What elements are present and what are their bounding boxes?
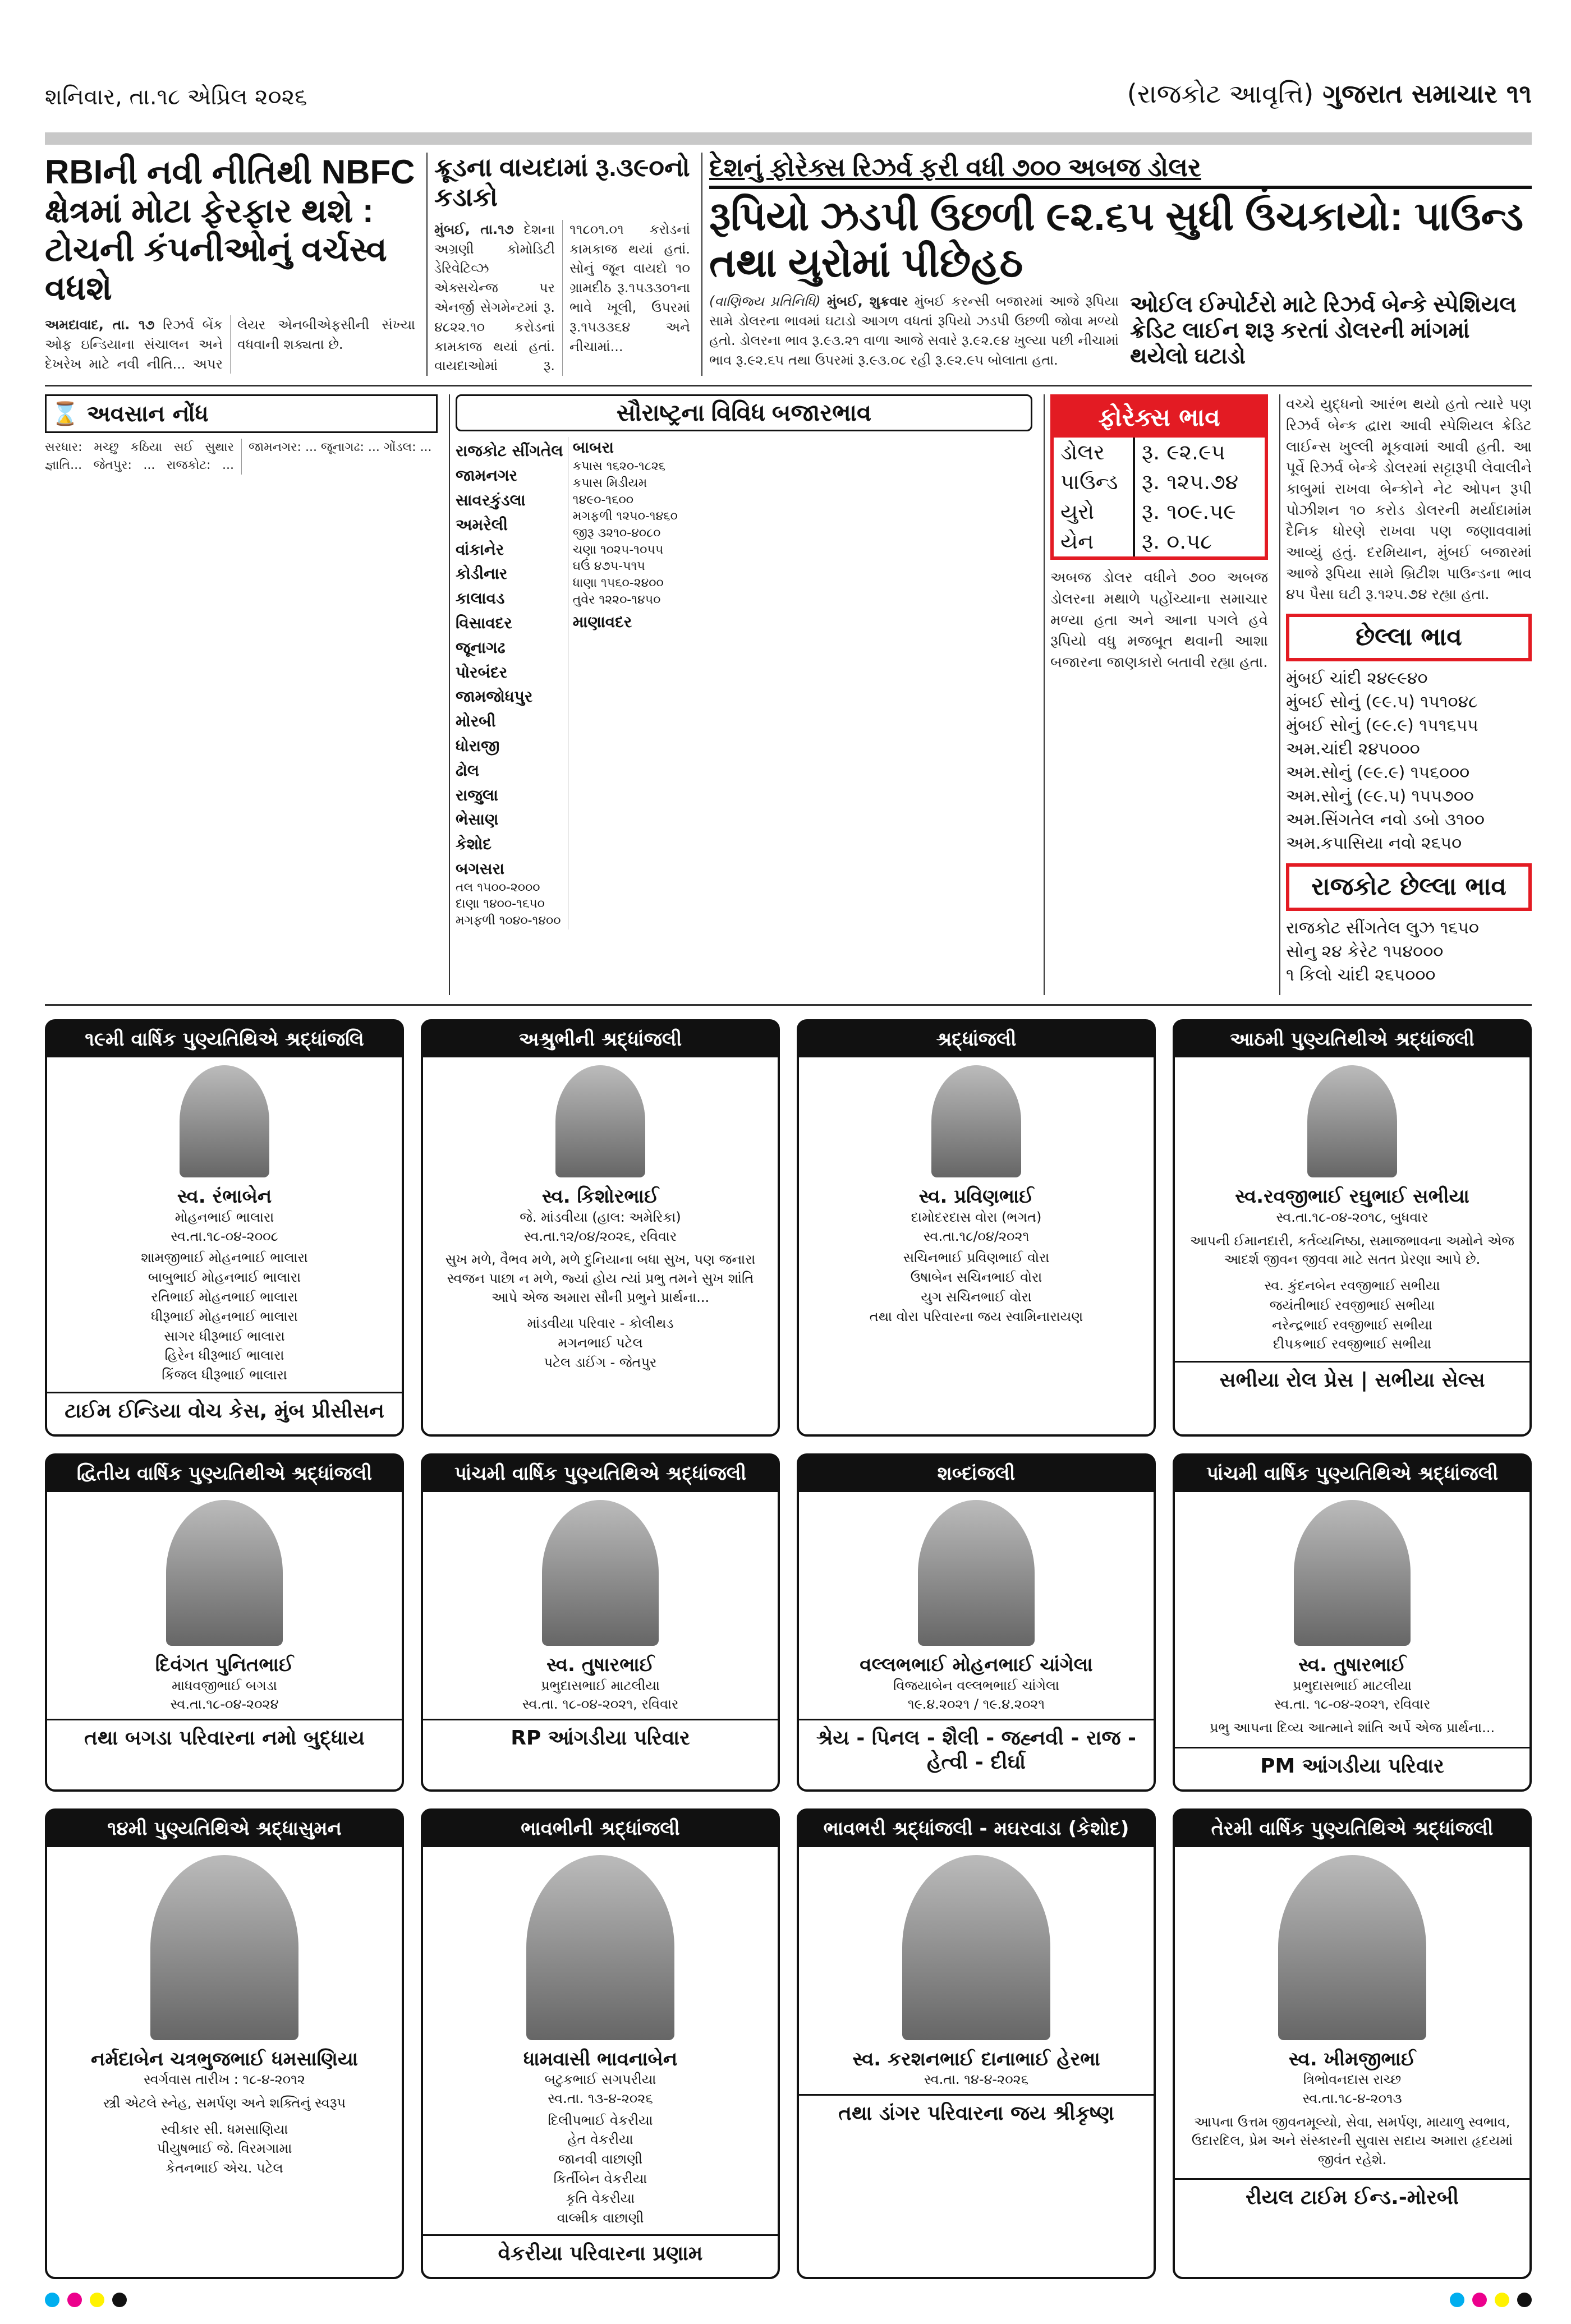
obituary-ad: [45, 1808, 404, 2280]
currency: પાઉન્ડ: [1054, 467, 1134, 497]
section-title: સૌરાષ્ટ્રના વિવિધ બજારભાવ: [456, 394, 1032, 431]
family-list: [799, 1246, 1154, 1328]
market-center: [456, 539, 564, 560]
deceased-name: વલ્લભભાઈ મોહનભાઈ ચાંગેલા: [860, 1653, 1093, 1676]
ad-heading: આઠમી પુણ્યતિથીએ શ્રદ્ધાંજલી: [1175, 1021, 1529, 1058]
market-name: જૂનાગઢ: [456, 638, 506, 657]
ad-heading: ૧૪મી પુણ્યતિથિએ શ્રદ્ધાસુમન: [47, 1811, 402, 1847]
forex-row: [1054, 527, 1265, 556]
price-line: મુંબઈ સોનું (૯૯.૯) ૧૫૧૬૫૫: [1286, 715, 1478, 735]
price-line: મગફળી ૧૨૫૦-૧૪૬૦: [572, 509, 678, 524]
market-name: ઢોલ: [456, 761, 480, 780]
market-center: [456, 490, 564, 511]
family-member: હેત વેકરીયા: [567, 2132, 633, 2148]
ad-footer: રીયલ ટાઈમ ઈન્ડ.-મોરબી: [1175, 2178, 1529, 2215]
price-line: મુંબઈ સોનું (૯૯.૫) ૧૫૧૦૪૮: [1286, 692, 1478, 712]
deceased-subname: પ્રભુદાસભાઈ માટલીયા: [540, 1677, 660, 1693]
deceased-name: સ્વ. કિશોરભાઈ: [541, 1185, 659, 1208]
family-member: મગનભાઈ પટેલ: [558, 1334, 643, 1351]
family-member: બાબુભાઈ મોહનભાઈ ભાલારા: [148, 1269, 301, 1286]
price-line: અમ.સિંગતેલ નવો ડબો ૩૧૦૦: [1286, 809, 1485, 830]
last-prices-list: [1286, 667, 1532, 855]
ad-footer: વેકરીયા પરિવારના પ્રણામ: [423, 2234, 778, 2271]
death-date: સ્વ.તા.૧૮/૦૪/૨૦૨૧: [923, 1228, 1030, 1244]
market-center: [456, 637, 564, 659]
tribute-text: પ્રભુ આપના દિવ્ય આત્માને શાંતિ અર્પે એજ પ્રાર્થના...: [1209, 1719, 1495, 1736]
portrait-photo: [555, 1065, 645, 1177]
registration-marks: [45, 2293, 127, 2307]
market-name: બાબરા: [572, 438, 614, 457]
page-date: શનિવાર, તા.૧૮ એપ્રિલ ૨૦૨૬: [45, 84, 307, 110]
market-name: પોરબંદર: [456, 662, 508, 682]
death-date: સ્વ.તા.૧૮-૦૪-૨૦૨૪: [170, 1696, 279, 1713]
article-rbi: [45, 153, 415, 376]
tribute-text: સુખ મળે, વૈભવ મળે, મળે દુનિયાના બધા સુખ, પણ જનારા સ્વજન પાછા ન મળે, જ્યાં હોય ત્યાં પ્રભુ તમને સુખ શાંતિ આપે એજ અમારા સૌની પ્રભુને પ્રાર્થના...: [445, 1251, 756, 1305]
market-columns: [456, 437, 1032, 929]
last-prices-title: છેલ્લા ભાવ: [1286, 614, 1532, 661]
price-line: અમ.કપાસિયા નવો ૨૬૫૦: [1286, 833, 1462, 853]
obituary-ad: [1173, 1453, 1532, 1792]
paper-name: ગુજરાત સમાચાર: [1322, 79, 1497, 109]
dateline: મુંબઈ, શુક્રવાર: [826, 293, 908, 310]
article-rupee: [701, 153, 1532, 376]
ad-heading: ભાવભરી શ્રદ્ધાંજલી - મઘરવાડા (કેશોદ): [799, 1811, 1154, 1847]
middle-section: [45, 386, 1532, 1005]
family-member: હિરેન ધીરૂભાઈ ભાલારા: [164, 1347, 284, 1364]
price-line: કપાસ મિડીયમ ૧૪૯૦-૧૬૦૦: [572, 476, 647, 507]
price-line: તલ ૧૫૦૦-૨૦૦૦: [456, 880, 540, 895]
market-name: જામજોધપુર: [456, 687, 533, 706]
ad-heading: પાંચમી વાર્ષિક પુણ્યતિથિએ શ્રદ્ધાંજલી: [1175, 1456, 1529, 1492]
death-date: સ્વ.તા.૧૨/૦૪/૨૦૨૬, રવિવાર: [523, 1228, 677, 1244]
death-date: સ્વ.તા. ૧૩-૪-૨૦૨૬: [548, 2090, 653, 2106]
price-line: અમ.ચાંદી ૨૪૫૦૦૦: [1286, 739, 1420, 759]
ad-footer: ટાઈમ ઈન્ડિયા વોચ કેસ, મુંબ પ્રીસીસન: [47, 1392, 402, 1429]
ad-heading: ૧૯મી વાર્ષિક પુણ્યતિથિએ શ્રદ્ધાંજલિ: [47, 1021, 402, 1058]
market-center: [456, 563, 564, 585]
market-center: [456, 440, 564, 462]
price-line: ૧ કિલો ચાંદી ૨૬૫૦૦૦: [1286, 965, 1436, 985]
page-number: ૧૧: [1506, 79, 1532, 109]
deceased-name: દિવંગત પુનિતભાઈ: [155, 1653, 294, 1676]
article-body: દેશના અગ્રણી કોમોડિટી ડેરિવેટિવ્ઝ એક્સચેન્જ પર એનર્જી સેગમેન્ટમાં રૂ. ૪૮૨૨.૧૦ કરોડનાં કામકાજ થયાં હતાં. વાયદાઓમાં રૂ. ૧૧૮૦૧.૦૧ કરોડનાં કામકાજ થયાં હતાં. સોનું જૂન વાયદો ૧૦ ગ્રામદીઠ રૂ.૧૫૩૩૦૧ના ભાવે ખૂલી, ઉપરમાં રૂ.૧૫૩૩૬૪ અને નીચામાં...: [434, 221, 690, 374]
rupee-lead: [709, 292, 1532, 370]
market-center: [456, 834, 564, 855]
price-line: મગફળી ૧૦૪૦-૧૪૦૦: [456, 914, 561, 928]
market-name: મોરબી: [456, 712, 496, 731]
forex-title: ફોરેક્સ ભાવ: [1054, 398, 1265, 438]
byline: (વાણિજ્ય પ્રતિનિધિ): [709, 293, 821, 310]
article-continuation: વચ્ચે યુદ્ધનો આરંભ થયો હતો ત્યારે પણ રિઝર્વ બેન્ક દ્વારા આવી સ્પેશિયલ ક્રેડિટ લાઈન્સ ખુલ્લી મૂકવામાં આવી હતી. આ પૂર્વે રિઝર્વ બેન્કે ડોલરમાં સટ્ટારૂપી લેવાલીને કાબુમાં રાખવા બેન્કોને નેટ ઓપન રૂપી પોઝીશન ૧૦ કરોડ ડોલરની મર્યાદામાંમ દૈનિક ધોરણે રાખવા પણ જણાવવામાં આવ્યું હતું. દરમિયાન, મુંબઈ બજારમાં આજે રૂપિયા સામે બ્રિટીશ પાઉન્ડના ભાવ ૪૫ પૈસા ઘટી રૂ.૧૨૫.૭૪ રહ્યા હતા.: [1286, 396, 1532, 604]
price-line: કપાસ ૧૬૨૦-૧૮૨૬: [572, 459, 666, 474]
portrait-photo: [150, 1855, 298, 2040]
obituary-notices: [45, 394, 438, 995]
ad-heading: તેરમી વાર્ષિક પુણ્યતિથિએ શ્રદ્ધાંજલી: [1175, 1811, 1529, 1847]
hourglass-icon: ⌛: [51, 401, 87, 427]
ad-heading: અશ્રુભીની શ્રદ્ધાંજલી: [423, 1021, 778, 1058]
portrait-photo: [931, 1065, 1021, 1177]
prices-column: [1279, 394, 1532, 995]
deceased-subname: ત્રિભોવનદાસ રાચ્છ: [1303, 2072, 1402, 2088]
market-name: કેશોદ: [456, 835, 492, 854]
ad-footer: તથા ડાંગર પરિવારના જય શ્રીકૃષ્ણ: [799, 2094, 1154, 2131]
obituary-ad: [1173, 1808, 1532, 2280]
market-name: ધોરાજી: [456, 737, 500, 756]
headline: RBIની નવી નીતિથી NBFC ક્ષેત્રમાં મોટા ફેરફાર થશે : ટોચની કંપનીઓનું વર્ચસ્વ વધશે: [45, 153, 415, 307]
section-title: [45, 394, 438, 433]
death-date: ૧૯.૪.૨૦૨૧ / ૧૯.૪.૨૦૨૧: [907, 1696, 1045, 1713]
portrait-photo: [526, 1855, 674, 2040]
price-line: અમ.સોનું (૯૯.૯) ૧૫૬૦૦૦: [1286, 762, 1470, 783]
edition: (રાજકોટ આવૃત્તિ): [1127, 79, 1314, 109]
ad-heading: શબ્દાંજલી: [799, 1456, 1154, 1492]
family-list: [423, 2109, 778, 2230]
rajkot-prices-list: [1286, 917, 1532, 987]
ad-heading: દ્વિતીય વાર્ષિક પુણ્યતિથીએ શ્રદ્ધાંજલી: [47, 1456, 402, 1492]
registration-row: [45, 2293, 1532, 2307]
market-name: વિસાવદર: [456, 614, 512, 633]
market-center: [456, 785, 564, 806]
family-member: સાગર ધીરૂભાઈ ભાલારા: [164, 1328, 285, 1344]
obituary-ad: [45, 1019, 404, 1437]
deceased-subname: વિજયાબેન વલ્લભભાઈ ચાંગેલા: [893, 1677, 1060, 1693]
family-member: માંડવીયા પરિવાર - કોલીથડ: [527, 1315, 674, 1332]
market-name: સાવરકુંડલા: [456, 491, 526, 510]
price-line: અમ.સોનું (૯૯.૫) ૧૫૫૭૦૦: [1286, 786, 1474, 806]
death-date: સ્વ.તા. ૧૮-૦૪-૨૦૨૧, રવિવાર: [522, 1696, 679, 1713]
family-list: [423, 1311, 778, 1374]
deceased-name: સ્વ. તુષારભાઈ: [546, 1653, 654, 1676]
family-member: દિલીપભાઈ વેકરીયા: [548, 2112, 653, 2128]
deceased-name: સ્વ. ખીમજીભાઈ: [1288, 2047, 1416, 2070]
portrait-photo: [542, 1500, 659, 1646]
dateline: મુંબઈ, તા.૧૭: [434, 221, 514, 237]
market-center: [456, 760, 564, 781]
family-member: કિંજલ ધીરૂભાઈ ભાલારા: [162, 1367, 287, 1383]
price-line: જીરૂ ૩૨૧૦-૪૦૮૦: [572, 526, 661, 540]
family-member: સ્વીકાર સી. ધમસાણિયા: [160, 2121, 288, 2137]
ad-footer: RP આંગડીયા પરિવાર: [423, 1719, 778, 1756]
market-center: [573, 611, 681, 633]
tribute-text: આપના ઉત્તમ જીવનમૂલ્યો, સેવા, સમર્પણ, માયાળુ સ્વભાવ, ઉદારદિલ, પ્રેમ અને સંસ્કારની સુવાસ સદાય અમારા હૃદયમાં જીવંત રહેશે.: [1191, 2114, 1513, 2167]
ad-heading: ભાવભીની શ્રદ્ધાંજલી: [423, 1811, 778, 1847]
obituary-ad: [797, 1019, 1156, 1437]
family-member: ઉષાબેન સચિનભાઈ વોરા: [910, 1269, 1042, 1286]
death-date: સ્વ.તા.૧૮-૦૪-૨૦૧૮, બુધવાર: [1276, 1209, 1428, 1226]
tribute-text: સ્ત્રી એટલે સ્નેહ, સમર્પણ અને શક્તિનું સ્વરૂપ: [103, 2095, 346, 2111]
deceased-name: સ્વ. રંભાબેન: [177, 1185, 272, 1208]
subheadline: ઓઈલ ઈમ્પોર્ટરો માટે રિઝર્વ બેન્કે સ્પેશિયલ ક્રેડિટ લાઈન શરૂ કરતાં ડોલરની માંગમાં થયેલો ઘટાડો: [1130, 292, 1517, 369]
portrait-photo: [1294, 1500, 1411, 1646]
forex-table: [1050, 394, 1268, 560]
family-member: દીપકભાઈ રવજીભાઈ સભીયા: [1273, 1336, 1432, 1352]
family-member: રતિભાઈ મોહનભાઈ ભાલારા: [151, 1289, 298, 1305]
deceased-name: સ્વ.રવજીભાઈ રઘુભાઈ સભીયા: [1235, 1185, 1469, 1208]
market-center: [456, 514, 564, 536]
family-member: પટેલ ડાઈંગ - જેતપુર: [544, 1354, 657, 1370]
market-name: માણાવદર: [572, 613, 632, 632]
masthead: [1127, 79, 1532, 110]
market-center: [456, 686, 564, 707]
portrait-photo: [918, 1500, 1035, 1646]
headline: રૂપિયો ઝડપી ઉછળી ૯૨.૬૫ સુધી ઉંચકાયો: પાઉન્ડ તથા યુરોમાં પીછેહઠ: [709, 194, 1524, 286]
price-line: સોનુ ૨૪ કેરેટ ૧૫૪૦૦૦: [1286, 941, 1444, 961]
price-line: ઘઉં ૪૭૫-૫૧૫: [572, 559, 645, 574]
article-body: મુંબઈ કરન્સી બજારમાં આજે રૂપિયા સામે ડોલરના ભાવમાં ઘટાડો આગળ વધતાં રૂપિયો ઝડપી ઉછળી જોવા મળ્યો હતો. ડોલરના ભાવ રૂ.૯૩.૨૧ વાળા આજે સવારે રૂ.૯૨.૯૪ ખુલ્યા પછી નીચામાં ભાવ રૂ.૯૨.૬૫ તથા ઉપરમાં રૂ.૯૩.૦૮ રહી રૂ.૯૨.૯૫ બોલાતા હતા.: [709, 293, 1119, 368]
rate: રૂ. ૧૨૫.૭૪: [1141, 470, 1239, 495]
ad-heading: પાંચમી વાર્ષિક પુણ્યતિથિએ શ્રદ્ધાંજલી: [423, 1456, 778, 1492]
family-member: વાલ્મીક વાછાણી: [557, 2210, 644, 2226]
forex-row: [1054, 467, 1265, 497]
deceased-subname: મોહનભાઈ ભાલારા: [174, 1209, 274, 1226]
deceased-subname: પ્રભુદાસભાઈ માટલીયા: [1292, 1677, 1412, 1693]
article-continuation: અબજ ડોલર વધીને ૭૦૦ અબજ ડોલરના મથાળે પહોંચ્યાના સમાચાર મળ્યા હતા અને આના પગલે હવે રૂપિયો વધુ મજબૂત થવાની આશા બજારના જાણકારો બતાવી રહ્યા હતા.: [1050, 569, 1268, 671]
notices-body: સરધાર: મચ્છુ કઠિયા સઈ સુથાર જ્ઞાતિ... જેતપુર: ... રાજકોટ: ... જામનગર: ... જૂનાગઢ: ... ગોંડલ: ...: [45, 440, 432, 473]
market-center: [456, 588, 564, 609]
dateline: અમદાવાદ, તા. ૧૭: [45, 317, 155, 333]
ad-footer: શ્રેય - પિનલ - શૈલી - જહ્નવી - રાજ - હેત્વી - દીર્ઘા: [799, 1719, 1154, 1780]
article-body: રિઝર્વ બેંક ઓફ ઇન્ડિયાના સંચાલન અને દેખરેખ માટે નવી નીતિ... અપર લેયર એનબીએફસીની સંખ્યા વધવાની શક્યતા છે.: [45, 317, 415, 372]
deceased-name: સ્વ. તુષારભાઈ: [1298, 1653, 1406, 1676]
family-member: કેતનભાઈ એચ. પટેલ: [166, 2160, 283, 2176]
obituary-ad: [1173, 1019, 1532, 1437]
deceased-subname: માધવજીભાઈ બગડા: [172, 1677, 277, 1693]
family-list: [47, 2118, 402, 2180]
death-date: સ્વ.તા.૧૮-૪-૨૦૧૩: [1302, 2090, 1402, 2106]
family-member: સ્વ. કુંદનબેન રવજીભાઈ સભીયા: [1264, 1278, 1440, 1294]
deceased-name: સ્વ. કરશનભાઈ દાનાભાઈ હેરભા: [852, 2047, 1100, 2070]
death-date: સ્વ.તા. ૧૮-૦૪-૨૦૨૧, રવિવાર: [1274, 1696, 1431, 1713]
section-title-text: અવસાન નોંધ: [86, 401, 209, 427]
market-prices: [449, 394, 1032, 995]
deceased-subname: જે. માંડવીયા (હાલ: અમેરિકા): [520, 1209, 681, 1226]
market-center: [573, 437, 681, 608]
family-member: સચિનભાઈ પ્રવિણભાઈ વોરા: [903, 1250, 1050, 1266]
market-name: વાંકાનેર: [456, 540, 504, 559]
page-header: [45, 79, 1532, 110]
obituary-ad: [421, 1808, 780, 2280]
tribute-text: આપની ઈમાનદારી, કર્તવ્યનિષ્ઠા, સમાજભાવના અમોને એજ આદર્શ જીવન જીવવા માટે સતત પ્રેરણા આપે છે.: [1189, 1232, 1515, 1268]
rate: રૂ. ૧૦૯.૫૯: [1141, 499, 1236, 524]
market-name: જામનગર: [456, 466, 518, 485]
deceased-subname: બટુકભાઈ સગપરીયા: [544, 2072, 656, 2088]
price-line: દાણા ૧૪૦૦-૧૬૫૦: [456, 897, 545, 912]
price-line: ચણા ૧૦૨૫-૧૦૫૫: [572, 542, 664, 557]
death-date: સ્વ.તા. ૧૪-૪-૨૦૨૬: [924, 2072, 1029, 2088]
rate: રૂ. ૦.૫૮: [1141, 529, 1212, 554]
forex-column: [1044, 394, 1268, 995]
portrait-photo: [1307, 1065, 1397, 1177]
currency: યેન: [1054, 527, 1134, 556]
market-center: [456, 858, 564, 929]
portrait-photo: [902, 1855, 1050, 2040]
currency: યુરો: [1054, 497, 1134, 527]
market-name: અમરેલી: [456, 515, 508, 534]
family-member: કૃતિ વેકરીયા: [566, 2190, 635, 2206]
top-stories: [45, 153, 1532, 386]
family-member: જયંતીભાઈ રવજીભાઈ સભીયા: [1269, 1297, 1435, 1313]
family-member: ધીરૂભાઈ મોહનભાઈ ભાલારા: [151, 1308, 298, 1324]
market-name: બગસરા: [456, 859, 504, 878]
ad-footer: PM આંગડીયા પરિવાર: [1175, 1747, 1529, 1784]
market-center: [456, 465, 564, 486]
price-line: ધાણા ૧૫૬૦-૨૪૦૦: [572, 576, 664, 591]
obituary-ad: [797, 1453, 1156, 1792]
death-date: સ્વર્ગવાસ તારીખ : ૧૮-૪-૨૦૧૨: [144, 2072, 305, 2088]
portrait-photo: [1278, 1855, 1426, 2040]
market-name: રાજુલા: [456, 785, 498, 804]
obituary-ad: [421, 1019, 780, 1437]
deceased-name: નર્મદાબેન ચત્રભુજભાઈ ધમસાણિયા: [90, 2047, 358, 2070]
deceased-subname: દામોદરદાસ વોરા (ભગત): [911, 1209, 1042, 1226]
header-divider: [45, 132, 1532, 145]
market-name: કાલાવડ: [456, 589, 505, 608]
market-center: [456, 613, 564, 634]
ad-footer: સભીયા રોલ પ્રેસ | સભીયા સેલ્સ: [1175, 1361, 1529, 1398]
market-name: કોડીનાર: [456, 564, 508, 583]
obituary-ad: [797, 1808, 1156, 2280]
family-list: [1175, 1274, 1529, 1356]
rate: રૂ. ૯૨.૯૫: [1141, 440, 1225, 465]
ad-heading: શ્રદ્ધાંજલી: [799, 1021, 1154, 1058]
family-member: પીયુષભાઈ જે. વિરમગામા: [157, 2141, 292, 2157]
forex-row: [1054, 497, 1265, 527]
market-name: રાજકોટ સીંગતેલ: [456, 441, 563, 461]
family-member: જાનવી વાછાણી: [558, 2151, 643, 2167]
family-member: યુગ સચિનભાઈ વોરા: [921, 1289, 1032, 1305]
market-center: [456, 711, 564, 732]
family-list: [47, 1246, 402, 1387]
family-member: કિર્તીબેન વેકરીયા: [553, 2170, 647, 2187]
family-member: તથા વોરા પરિવારના જય સ્વામિનારાયણ: [869, 1308, 1083, 1324]
deceased-name: ધામવાસી ભાવનાબેન: [523, 2047, 678, 2070]
portrait-photo: [180, 1065, 269, 1177]
price-line: રાજકોટ સીંગતેલ લુઝ ૧૬૫૦: [1286, 918, 1479, 938]
ad-footer: તથા બગડા પરિવારના નમો બુદ્ધાય: [47, 1719, 402, 1756]
family-member: નરેન્દ્રભાઈ રવજીભાઈ સભીયા: [1272, 1317, 1432, 1333]
headline: ક્રૂડના વાયદામાં રૂ.૩૯૦નો કડાકો: [434, 153, 690, 211]
currency: ડોલર: [1054, 438, 1134, 467]
rajkot-prices-title: રાજકોટ છેલ્લા ભાવ: [1286, 863, 1532, 911]
family-member: શામજીભાઈ મોહનભાઈ ભાલારા: [141, 1250, 308, 1266]
deceased-name: સ્વ. પ્રવિણભાઈ: [918, 1185, 1034, 1208]
price-line: તુવેર ૧૨૨૦-૧૪૫૦: [572, 592, 661, 607]
death-date: સ્વ.તા.૧૮-૦૪-૨૦૦૮: [171, 1228, 278, 1244]
market-center: [456, 809, 564, 830]
price-line: મુંબઈ ચાંદી ૨૪૯૯૪૦: [1286, 668, 1428, 688]
obituary-ad: [421, 1453, 780, 1792]
market-center: [456, 662, 564, 683]
portrait-photo: [166, 1500, 283, 1646]
market-center: [456, 735, 564, 757]
market-name: ભેસાણ: [456, 810, 499, 829]
obituary-ads: [45, 1019, 1532, 2280]
obituary-ad: [45, 1453, 404, 1792]
article-crude: [426, 153, 690, 376]
registration-marks: [1450, 2293, 1532, 2307]
forex-row: [1054, 438, 1265, 467]
kicker: દેશનું ફોરેક્સ રિઝર્વ ફરી વધી ૭૦૦ અબજ ડોલર: [709, 153, 1532, 189]
